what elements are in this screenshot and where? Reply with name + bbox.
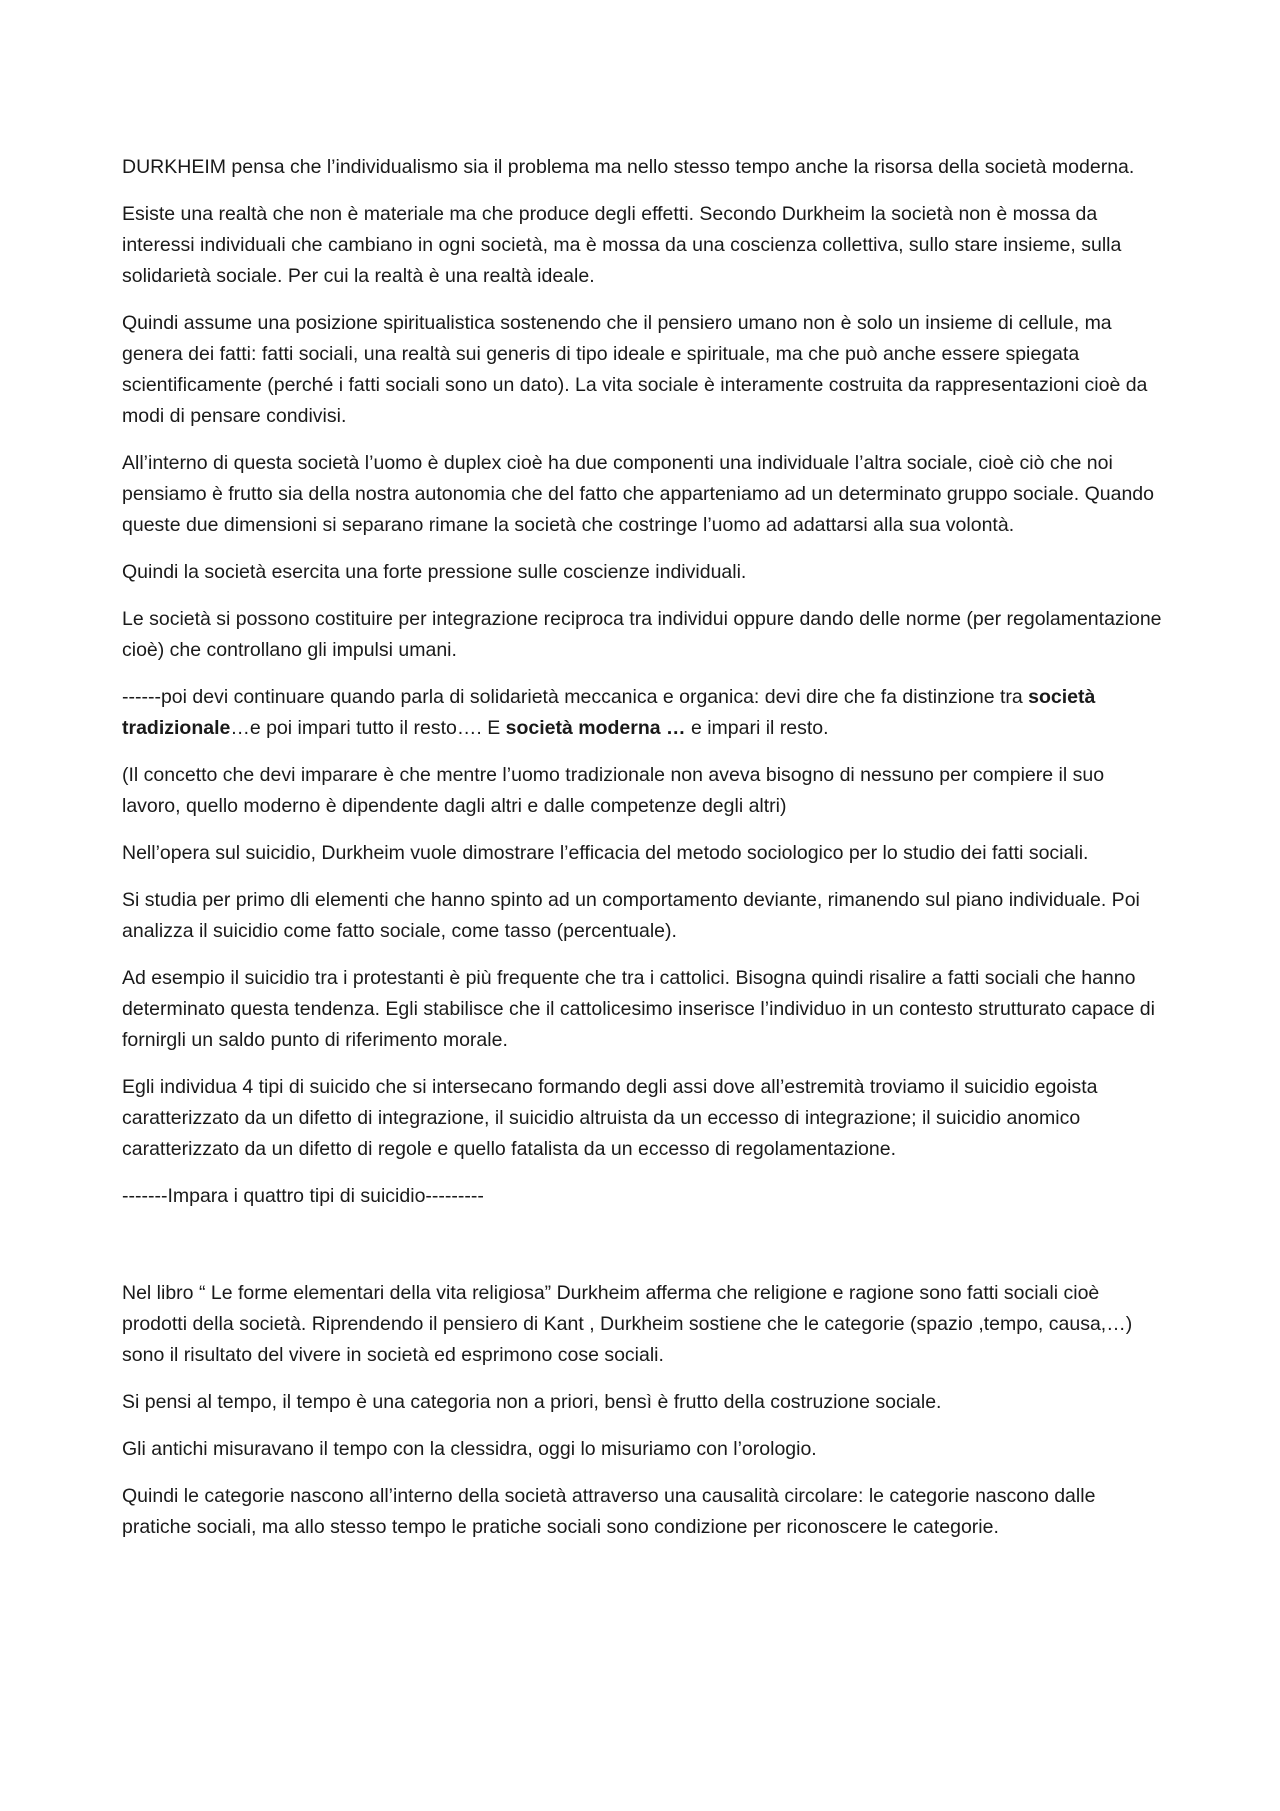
paragraph-four-types: Egli individua 4 tipi di suicido che si intersecano formando degli assi dove all’estremità troviamo il suicidio egoista caratterizzato da un difetto di integrazione, il suicidio altruista da un eccesso di integrazione; il suicidio anomico caratterizzato da un difetto di regole e quello fatalista da un eccesso di regolamentazione.: [122, 1076, 1098, 1160]
paragraph-spiritualism: Quindi assume una posizione spiritualistica sostenendo che il pensiero umano non è solo un insieme di cellule, ma genera dei fatti: fatti sociali, una realtà sui generis di tipo ideale e spirituale, ma che può anche essere spiegata scientificamente (perché i fatti sociali sono un dato). La vita sociale è interamente costruita da rappresentazioni cioè da modi di pensare condivisi.: [122, 312, 1148, 427]
paragraph-suicide-work: Nell’opera sul suicidio, Durkheim vuole dimostrare l’efficacia del metodo sociologico per lo studio dei fatti sociali.: [122, 842, 1089, 864]
paragraph-religious-life: Nel libro “ Le forme elementari della vita religiosa” Durkheim afferma che religione e ragione sono fatti sociali cioè prodotti della società. Riprendendo il pensiero di Kant , Durkheim sostiene che le categorie (spazio ,tempo, causa,…) sono il risultato del vivere in società ed esprimono cose sociali.: [122, 1282, 1133, 1366]
paragraph-hourglass: Gli antichi misuravano il tempo con la clessidra, oggi lo misuriamo con l’orologio.: [122, 1438, 817, 1460]
study-note-middle: …e poi impari tutto il resto…. E: [230, 717, 506, 739]
paragraph-collective-conscience: Esiste una realtà che non è materiale ma che produce degli effetti. Secondo Durkheim la società non è mossa da interessi individuali che cambiano in ogni società, ma è mossa da una coscienza collettiva, sullo stare insieme, sulla solidarietà sociale. Per cui la realtà è una realtà ideale.: [122, 203, 1122, 287]
paragraph-time: Si pensi al tempo, il tempo è una categoria non a priori, bensì è frutto della costruzione sociale.: [122, 1391, 942, 1413]
paragraph-circular-causality: Quindi le categorie nascono all’interno della società attraverso una causalità circolare: le categorie nascono dalle pratiche sociali, ma allo stesso tempo le pratiche sociali sono condizione per riconoscere le categorie.: [122, 1485, 1096, 1538]
paragraph-concept: (Il concetto che devi imparare è che mentre l’uomo tradizionale non aveva bisogno di nessuno per compiere il suo lavoro, quello moderno è dipendente dagli altri e dalle competenze degli altri): [122, 764, 1105, 817]
study-note-before: ------poi devi continuare quando parla di solidarietà meccanica e organica: devi dire che fa distinzione tra: [122, 686, 1029, 708]
study-note-after: e impari il resto.: [685, 717, 829, 739]
paragraph-integration: Le società si possono costituire per integrazione reciproca tra individui oppure dando delle norme (per regolamentazione cioè) che controllano gli impulsi umani.: [122, 608, 1162, 661]
study-note-modern-society: società moderna …: [505, 717, 686, 739]
paragraph-protestants: Ad esempio il suicidio tra i protestanti è più frequente che tra i cattolici. Bisogna quindi risalire a fatti sociali che hanno determinato questa tendenza. Egli stabilisce che il cattolicesimo inserisce l’individuo in un contesto strutturato capace di fornirgli un saldo punto di riferimento morale.: [122, 967, 1155, 1051]
paragraph-homo-duplex: All’interno di questa società l’uomo è duplex cioè ha due componenti una individuale l’altra sociale, cioè ciò che noi pensiamo è frutto sia della nostra autonomia che del fatto che apparteniamo ad un determinato gruppo sociale. Quando queste due dimensioni si separano rimane la società che costringe l’uomo ad adattarsi alla sua volontà.: [122, 452, 1154, 536]
paragraph-learn-note: -------Impara i quattro tipi di suicidio---------: [122, 1185, 484, 1207]
paragraph-pressure: Quindi la società esercita una forte pressione sulle coscienze individuali.: [122, 561, 747, 583]
document-body: [122, 152, 1167, 1559]
study-note-traditional-society: società tradizionale: [122, 686, 1096, 739]
paragraph-study-note: [122, 682, 1167, 744]
paragraph-individualism: DURKHEIM pensa che l’individualismo sia il problema ma nello stesso tempo anche la risorsa della società moderna.: [122, 156, 1135, 178]
paragraph-deviant-behaviour: Si studia per primo dli elementi che hanno spinto ad un comportamento deviante, rimanendo sul piano individuale. Poi analizza il suicidio come fatto sociale, come tasso (percentuale).: [122, 889, 1140, 942]
